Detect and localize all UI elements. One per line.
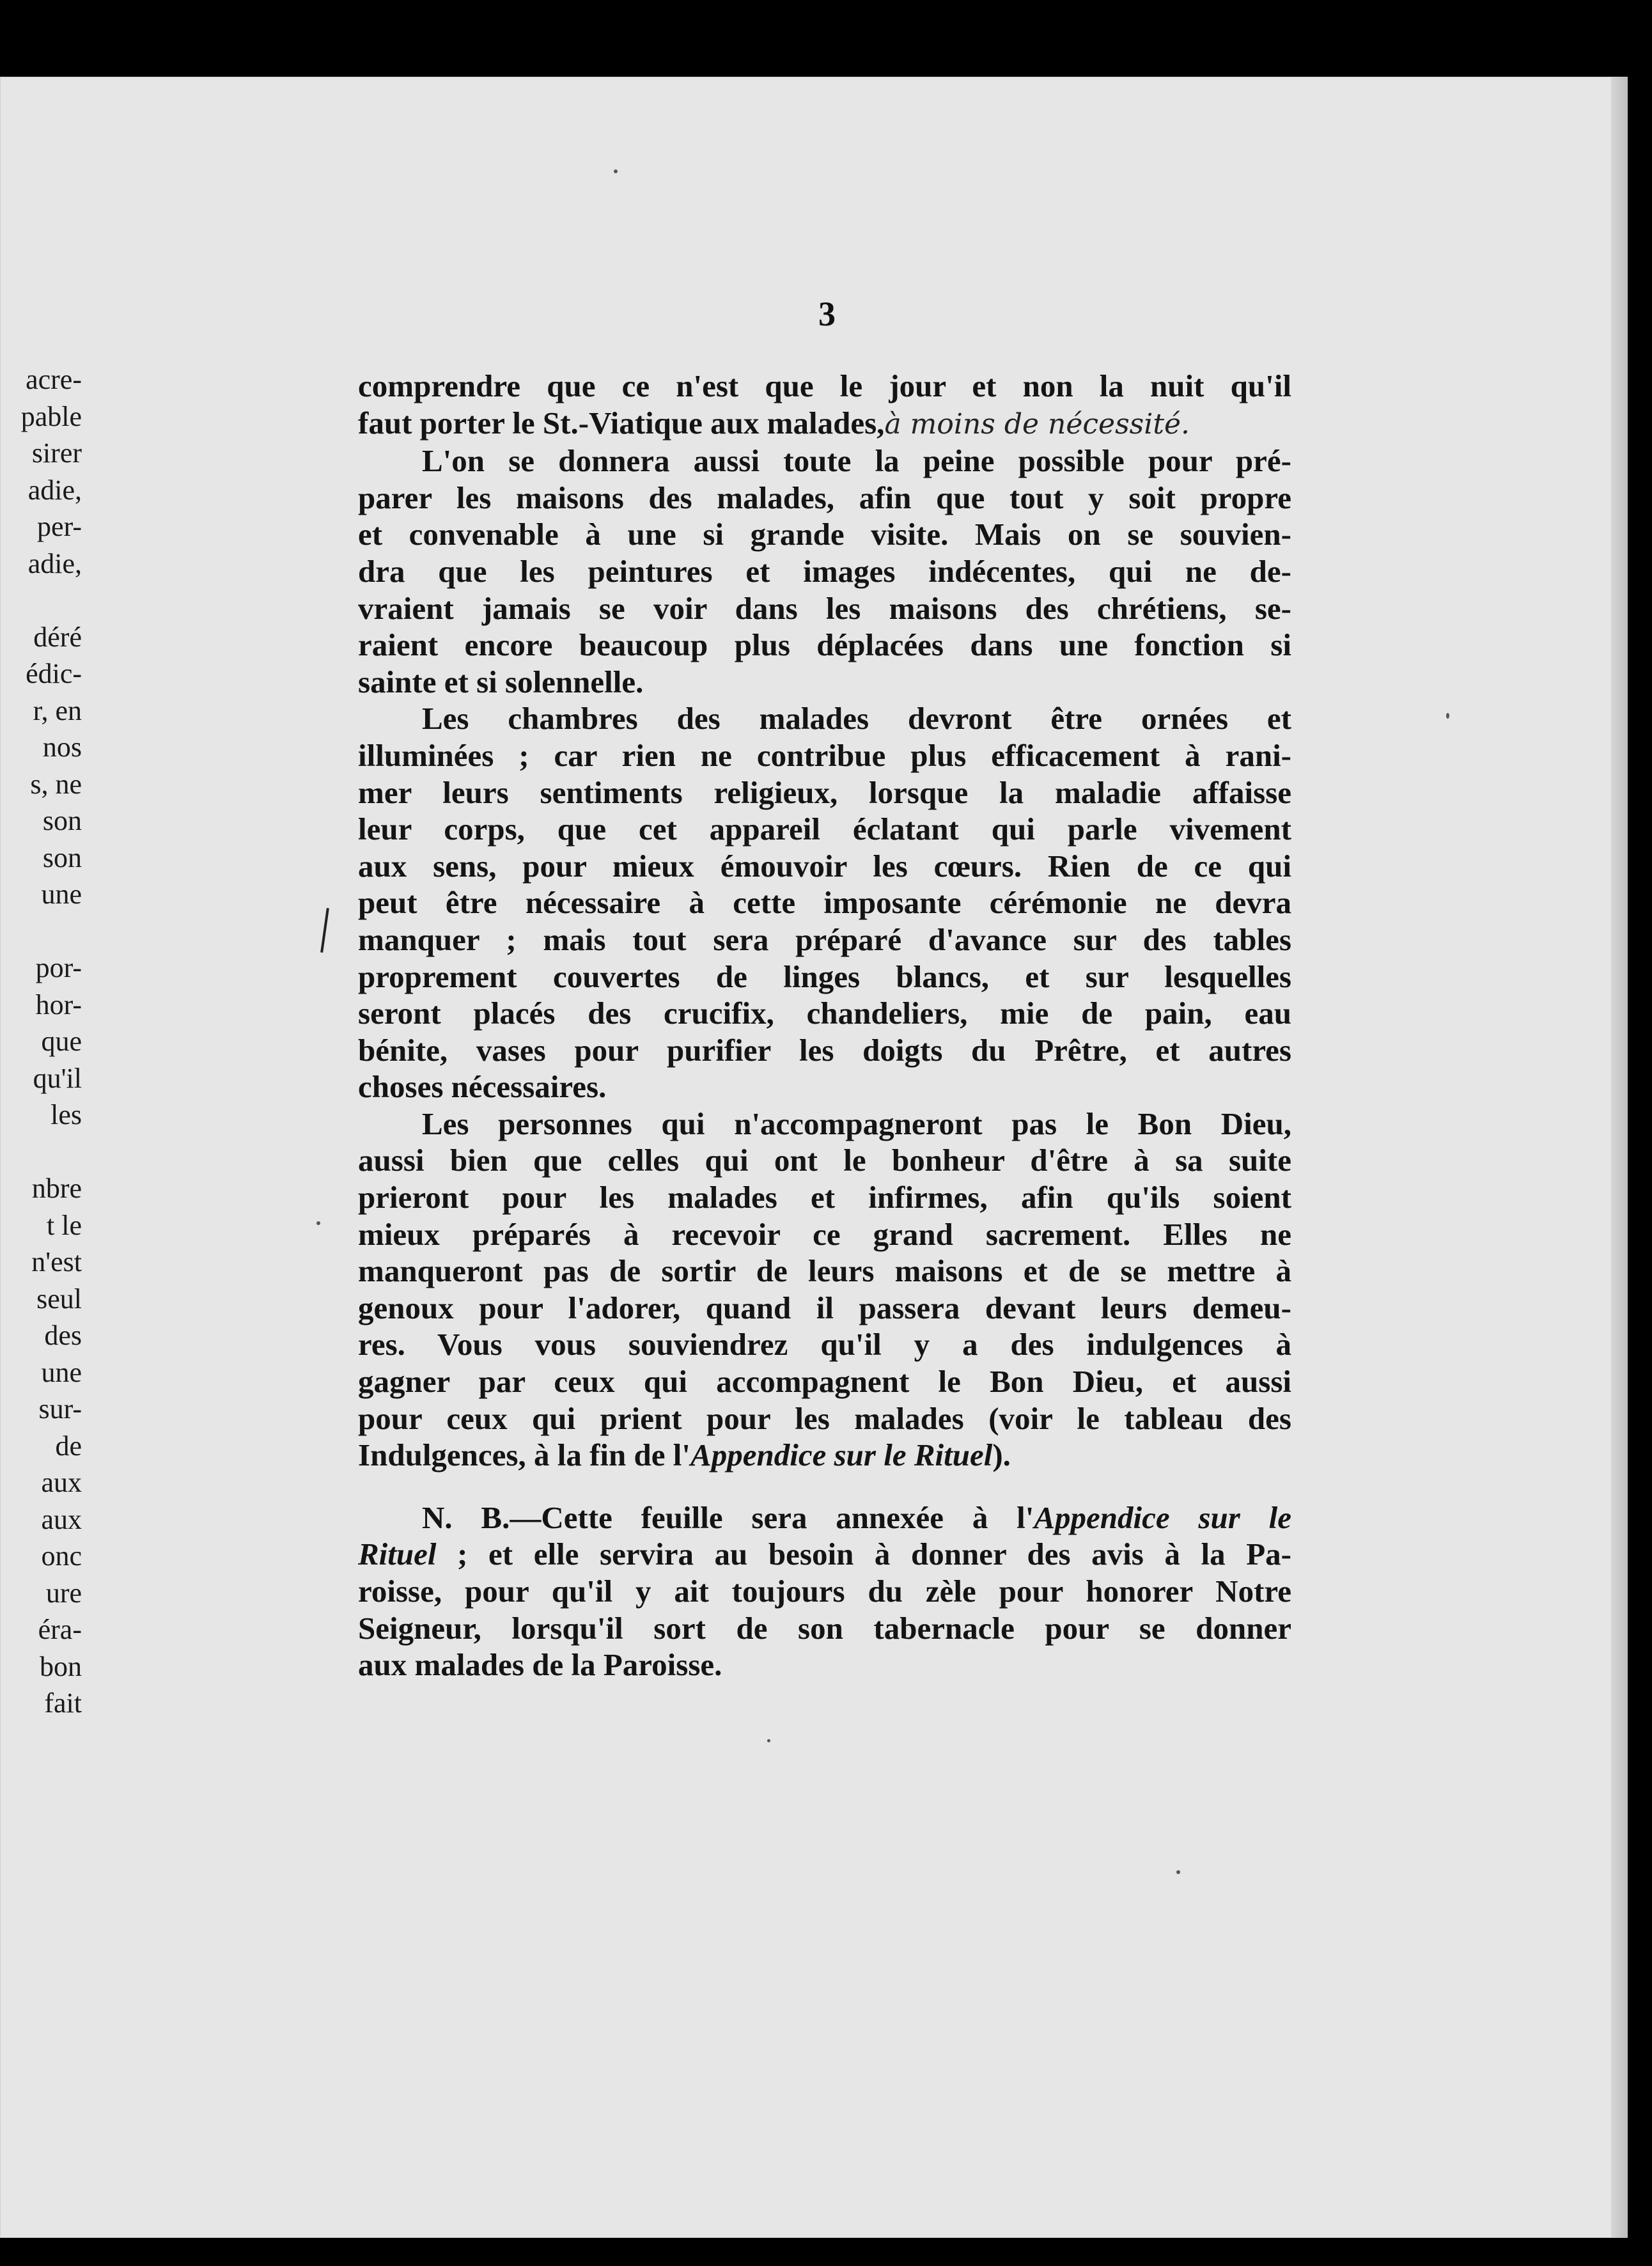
text-line: manquer ; mais tout sera préparé d'avance sur des tables: [358, 921, 1291, 957]
text-line: peut être nécessaire à cette imposante cérémonie ne devra: [358, 885, 1291, 921]
fragment-line: sirer: [31, 437, 82, 469]
fragment-line: nbre: [31, 1173, 82, 1204]
fragment-line: qu'il: [33, 1062, 82, 1094]
fragment-line: édic-: [26, 658, 82, 689]
fragment-line: per-: [37, 511, 82, 542]
text-line: comprendre que ce n'est que le jour et non la nuit qu'il: [358, 368, 1291, 403]
text-line: roisse, pour qu'il y ait toujours du zèle pour honorer Notre: [358, 1574, 1291, 1609]
fragment-line: son: [42, 805, 82, 836]
text-line: aux malades de la Paroisse.: [358, 1647, 722, 1683]
nota-bene-line: N. B.—Cette feuille sera annexée à l'Appendice sur le: [422, 1499, 1291, 1535]
text-line: bénite, vases pour purifier les doigts du Prêtre, et autres: [358, 1032, 1291, 1068]
fragment-line: sur-: [38, 1393, 82, 1425]
scan-speck: [316, 1221, 320, 1225]
scan-speck: [1446, 713, 1449, 719]
text-line: seront placés des crucifix, chandeliers, mie de pain, eau: [358, 996, 1291, 1031]
text-line: L'on se donnera aussi toute la peine possible pour pré-: [422, 443, 1291, 479]
page-edge: [1611, 77, 1628, 2238]
fragment-line: les: [51, 1099, 82, 1130]
text-line: Seigneur, lorsqu'il sort de son tabernacle pour se donner: [358, 1610, 1291, 1646]
page-body: [358, 368, 1291, 1684]
adjacent-page-fragments: [0, 361, 82, 1722]
handwritten-annotation: à moins de nécessité.: [884, 407, 1190, 441]
fragment-line: seul: [36, 1283, 82, 1315]
fragment-line: de: [55, 1430, 82, 1462]
fragment-line: une: [41, 1356, 82, 1388]
text-line: Les chambres des malades devront être ornées et: [422, 701, 1291, 737]
text-line: sainte et si solennelle.: [358, 664, 644, 699]
scan-speck: [767, 1739, 770, 1742]
fragment-line: n'est: [31, 1246, 82, 1278]
fragment-line: r, en: [33, 694, 82, 726]
text-line: vraient jamais se voir dans les maisons des chrétiens, se-: [358, 590, 1291, 626]
text-line: res. Vous vous souviendrez qu'il y a des indulgences à: [358, 1327, 1291, 1363]
scan-speck: [1176, 1870, 1180, 1874]
fragment-line: pable: [20, 400, 82, 432]
text-line: mieux préparés à recevoir ce grand sacrement. Elles ne: [358, 1216, 1291, 1252]
fragment-line: son: [42, 841, 82, 873]
fragment-line: aux: [41, 1503, 82, 1535]
text-line: gagner par ceux qui accompagnent le Bon Dieu, et aussi: [358, 1364, 1291, 1400]
scan-speck: [614, 169, 618, 173]
text-line: raient encore beaucoup plus déplacées dans une fonction si: [358, 627, 1291, 663]
text-line: et convenable à une si grande visite. Mais on se souvien-: [358, 517, 1291, 552]
text-line: dra que les peintures et images indécentes, qui ne de-: [358, 553, 1291, 589]
fragment-line: t le: [47, 1209, 82, 1241]
fragment-line: [0, 913, 82, 950]
page-number: 3: [818, 295, 836, 333]
fragment-line: aux: [41, 1467, 82, 1498]
fragment-line: adie,: [27, 474, 82, 506]
fragment-line: une: [41, 879, 82, 910]
fragment-line: ure: [45, 1577, 82, 1609]
fragment-line: déré: [33, 621, 82, 653]
text-line: prieront pour les malades et infirmes, afin qu'ils soient: [358, 1180, 1291, 1215]
fragment-line: adie,: [27, 547, 82, 579]
fragment-line: [0, 1134, 82, 1171]
fragment-line: bon: [40, 1650, 82, 1682]
text-line: aux sens, pour mieux émouvoir les cœurs. Rien de ce qui: [358, 848, 1291, 884]
fragment-line: fait: [44, 1687, 82, 1719]
fragment-line: por-: [35, 952, 82, 983]
text-line: leur corps, que cet appareil éclatant qui parle vivement: [358, 811, 1291, 847]
text-line: parer les maisons des malades, afin que tout y soit propre: [358, 480, 1291, 515]
text-line: faut porter le St.-Viatique aux malades,à moins de nécessité.: [358, 405, 1190, 441]
fragment-line: s, ne: [30, 768, 82, 800]
text-line: pour ceux qui prient pour les malades (voir le tableau des: [358, 1400, 1291, 1436]
text-line: illuminées ; car rien ne contribue plus efficacement à rani-: [358, 737, 1291, 773]
text-line: Rituel ; et elle servira au besoin à donner des avis à la Pa-: [358, 1536, 1291, 1572]
fragment-line: éra-: [38, 1614, 82, 1645]
text-line: choses nécessaires.: [358, 1069, 607, 1105]
fragment-line: des: [44, 1320, 82, 1351]
text-line: proprement couvertes de linges blancs, et sur lesquelles: [358, 958, 1291, 994]
fragment-line: onc: [41, 1540, 82, 1572]
fragment-line: nos: [42, 731, 82, 763]
text-line: aussi bien que celles qui ont le bonheur d'être à sa suite: [358, 1143, 1291, 1178]
text-line: mer leurs sentiments religieux, lorsque la maladie affaisse: [358, 774, 1291, 810]
fragment-line: hor-: [35, 988, 82, 1020]
fragment-line: [0, 582, 82, 619]
fragment-line: que: [41, 1026, 82, 1057]
text-line: manqueront pas de sortir de leurs maisons et de se mettre à: [358, 1253, 1291, 1289]
fragment-line: acre-: [26, 364, 82, 395]
text-line: genoux pour l'adorer, quand il passera devant leurs demeu-: [358, 1290, 1291, 1325]
text-line: Indulgences, à la fin de l'Appendice sur le Rituel).: [358, 1437, 1011, 1473]
text-line: Les personnes qui n'accompagneront pas le Bon Dieu,: [422, 1106, 1291, 1141]
